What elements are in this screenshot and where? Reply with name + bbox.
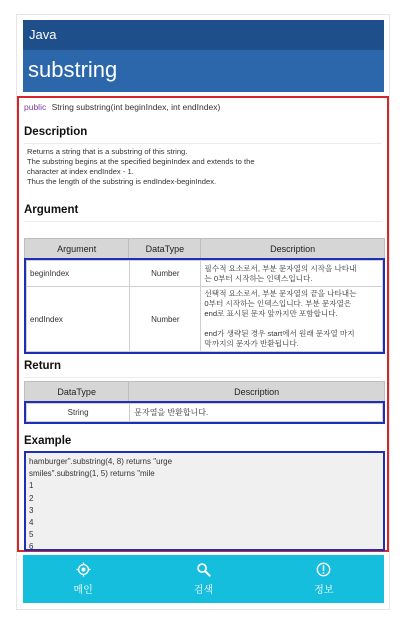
desc-line — [204, 319, 379, 329]
argument-heading: Argument — [24, 204, 79, 216]
argument-type: Number — [130, 261, 201, 287]
code-line: 6 — [29, 542, 34, 552]
argument-description — [201, 287, 383, 352]
description-line: character at index endIndex - 1. — [27, 167, 134, 176]
return-description: 문자열을 반환합니다. — [130, 404, 383, 422]
bottom-navigation — [23, 555, 384, 603]
main-icon — [76, 562, 91, 577]
table-row — [27, 404, 383, 422]
argument-name: beginIndex — [27, 261, 130, 287]
divider — [24, 377, 382, 378]
description-text — [27, 147, 377, 187]
example-code-block[interactable] — [24, 451, 385, 551]
table-row — [27, 287, 383, 352]
argument-type: Number — [130, 287, 201, 352]
column-header: DataType — [129, 239, 201, 259]
divider — [24, 143, 382, 144]
code-line: 2 — [29, 493, 34, 503]
column-header: Description — [201, 239, 385, 259]
desc-line: end로 표시된 문자 앞까지만 포함합니다. — [204, 309, 338, 318]
argument-table-header — [24, 238, 385, 259]
info-icon — [316, 562, 331, 577]
app-header-label: Java — [23, 20, 384, 50]
column-header: Argument — [25, 239, 129, 259]
desc-line: 막까지의 문자가 반환됩니다. — [204, 339, 299, 348]
nav-label: 메인 — [73, 585, 93, 596]
column-header: DataType — [25, 382, 129, 402]
page-title: substring — [23, 50, 384, 92]
return-table — [24, 401, 385, 424]
signature-keyword: public — [24, 102, 47, 112]
desc-line: 는 0부터 시작하는 인덱스입니다. — [204, 273, 313, 283]
return-heading: Return — [24, 360, 62, 372]
nav-info-button[interactable] — [264, 555, 384, 603]
code-line: 3 — [29, 505, 34, 515]
description-heading: Description — [24, 126, 88, 138]
desc-line: 0부터 시작하는 인덱스입니다. 부분 문자열은 — [204, 299, 352, 308]
description-line: Returns a string that is a substring of this string. — [27, 147, 188, 156]
return-type: String — [27, 404, 130, 422]
nav-main-button[interactable] — [23, 555, 143, 603]
code-line: 4 — [29, 518, 34, 528]
search-icon — [196, 562, 211, 577]
description-line: Thus the length of the substring is endIndex-beginIndex. — [27, 177, 217, 186]
code-line: hamburger".substring(4, 8) returns "urge — [29, 457, 173, 466]
code-line: smiles".substring(1, 5) returns "mile — [29, 469, 155, 479]
nav-search-button[interactable] — [143, 555, 263, 603]
nav-label: 검색 — [193, 585, 214, 596]
return-table-header — [24, 381, 385, 402]
description-line: The substring begins at the specified beginIndex and extends to the — [27, 157, 255, 166]
example-heading: Example — [24, 435, 72, 447]
argument-description — [201, 261, 383, 287]
method-signature — [24, 102, 220, 112]
argument-name: endIndex — [27, 287, 130, 352]
desc-line: end가 생략된 경우 start에서 원래 문자열 마지 — [204, 329, 355, 338]
content-panel[interactable] — [17, 96, 389, 552]
desc-line: 필수적 요소로서, 부분 문자열의 시작을 나타내 — [204, 263, 357, 273]
nav-label: 정보 — [314, 585, 334, 596]
table-row — [27, 261, 383, 287]
argument-table — [24, 258, 385, 354]
divider — [24, 221, 382, 222]
code-line: 1 — [29, 481, 34, 491]
signature-text: String substring(int beginIndex, int endIndex) — [51, 102, 221, 112]
column-header: Description — [129, 382, 385, 402]
phone-screen — [16, 14, 390, 610]
code-line: 5 — [29, 530, 34, 540]
desc-line: 선택적 요소로서, 부분 문자열의 끝을 나타내는 — [204, 289, 357, 298]
